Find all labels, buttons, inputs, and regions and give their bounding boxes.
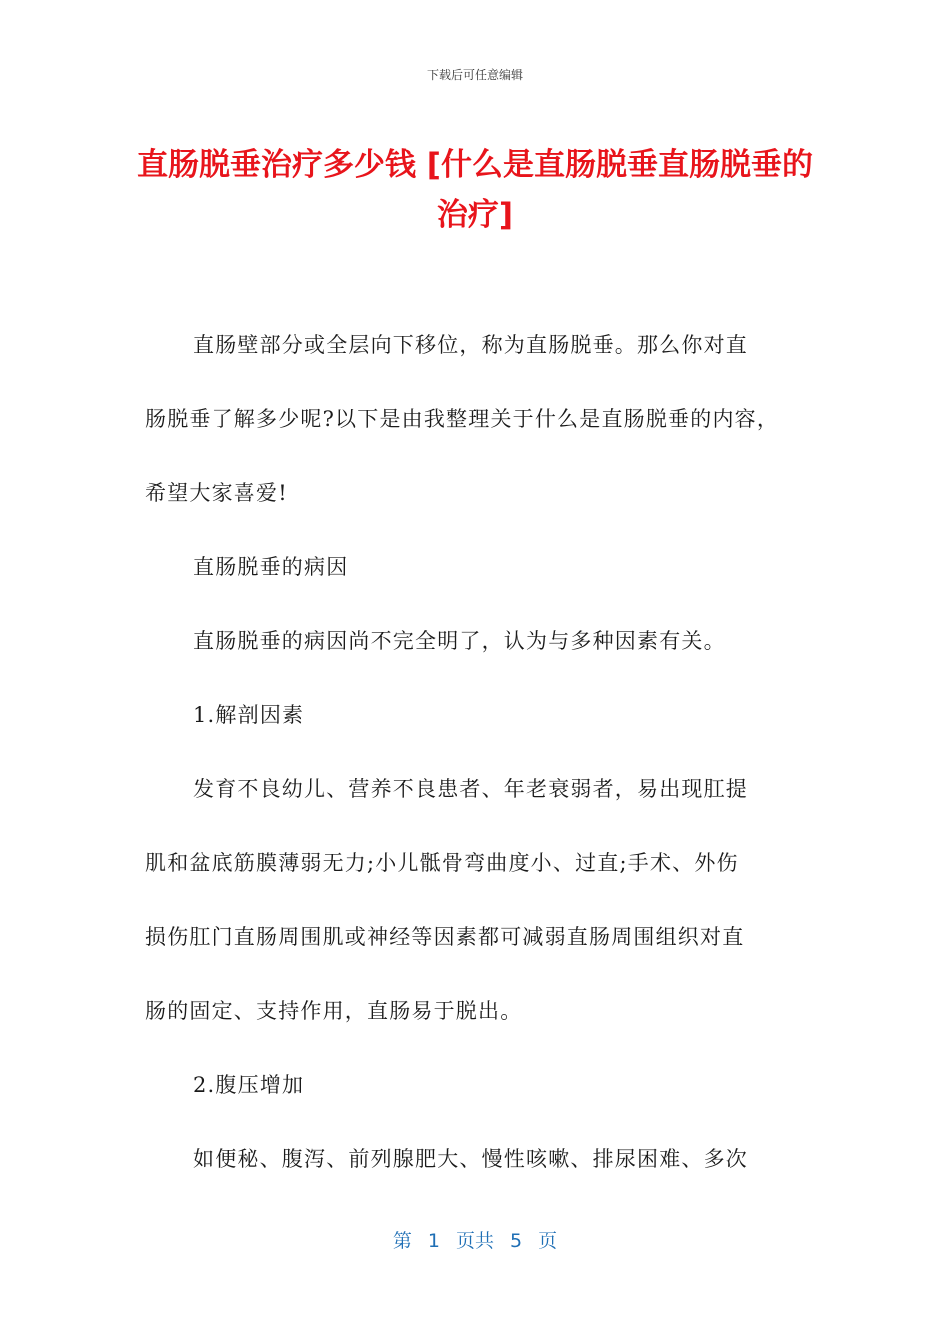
paragraph-line: 发育不良幼儿、营养不良患者、年老衰弱者，易出现肛提 <box>193 777 748 801</box>
header-note: 下载后可任意编辑 <box>426 68 523 82</box>
section-heading-abdominal-pressure: 2.腹压增加 <box>193 1073 305 1097</box>
paragraph-line: 肠的固定、支持作用，直肠易于脱出。 <box>145 999 523 1023</box>
paragraph-line: 如便秘、腹泻、前列腺肥大、慢性咳嗽、排尿困难、多次 <box>193 1147 748 1171</box>
page-number-footer: 第 1 页共 5 页 <box>392 1230 558 1252</box>
section-heading-causes: 直肠脱垂的病因 <box>193 555 349 579</box>
paragraph-line: 肌和盆底筋膜薄弱无力;小儿骶骨弯曲度小、过直;手术、外伤 <box>145 851 739 875</box>
paragraph-line: 直肠壁部分或全层向下移位，称为直肠脱垂。那么你对直 <box>193 333 748 357</box>
document-title: 直肠脱垂治疗多少钱 [什么是直肠脱垂直肠脱垂的治疗] <box>137 147 813 233</box>
paragraph-line: 希望大家喜爱! <box>145 481 288 505</box>
paragraph-line: 损伤肛门直肠周围肌或神经等因素都可减弱直肠周围组织对直 <box>145 925 745 949</box>
paragraph-line: 肠脱垂了解多少呢?以下是由我整理关于什么是直肠脱垂的内容， <box>145 407 780 431</box>
paragraph-line: 直肠脱垂的病因尚不完全明了，认为与多种因素有关。 <box>193 629 726 653</box>
section-heading-anatomy: 1.解剖因素 <box>193 703 305 727</box>
